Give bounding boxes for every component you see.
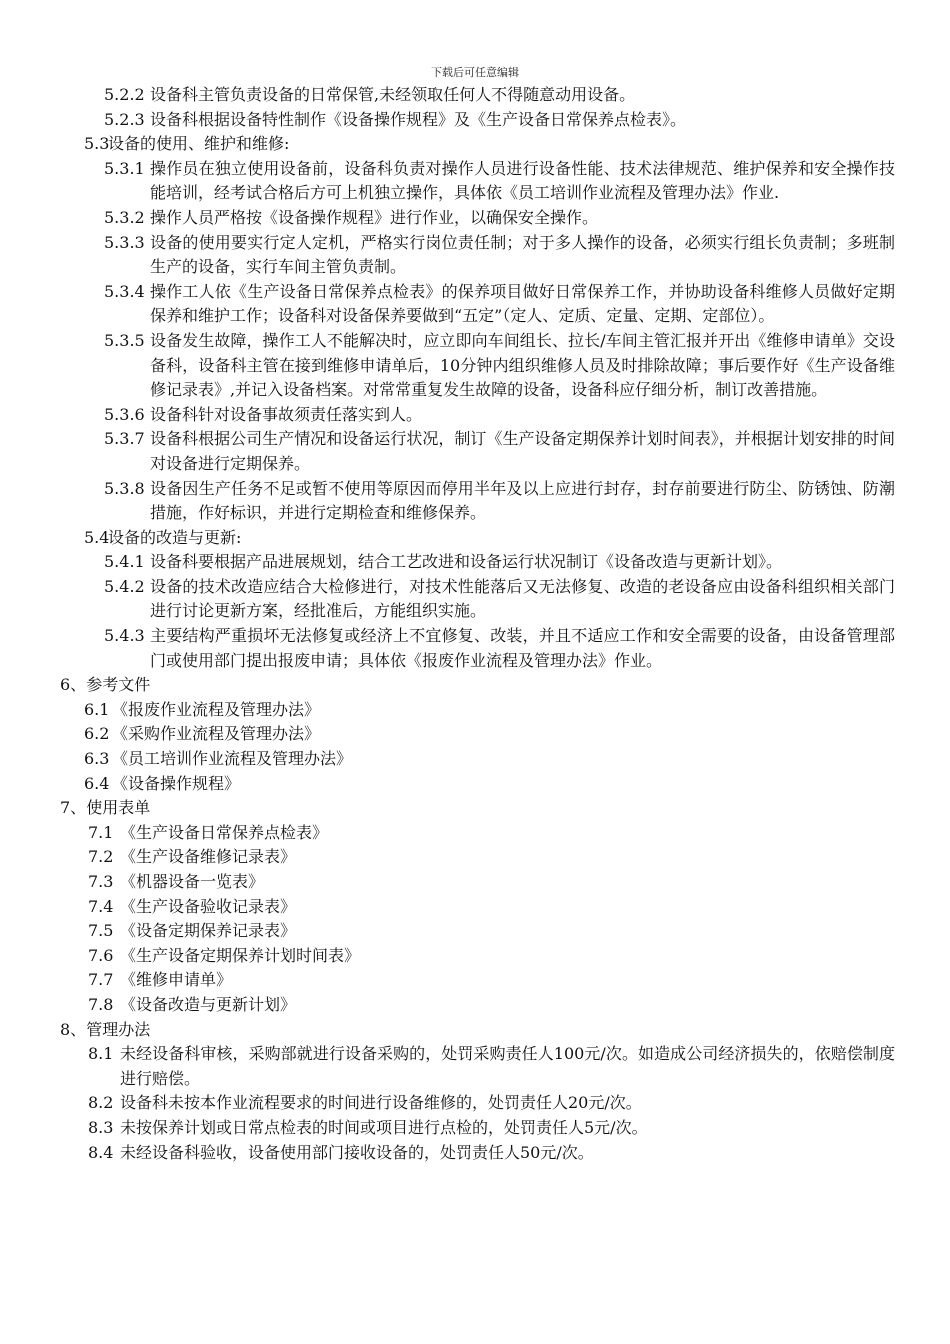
clause-6-3 <box>60 747 895 772</box>
clause-text: 设备发生故障，操作工人不能解决时，应立即向车间组长、拉长/车间主管汇报并开出《维修申请单》交设备科，设备科主管在接到维修申请单后，10分钟内组织维修人员及时排除故障；事后要作好《生产设备维修记录表》,并记入设备档案。对常常重复发生故障的设备，设备科应仔细分析，制订改善措施。 <box>150 330 895 400</box>
clause-7-1 <box>60 821 895 846</box>
clause-text: 设备科针对设备事故须责任落实到人。 <box>150 404 423 424</box>
clause-5-3-4 <box>60 280 895 329</box>
clause-number: 6、 <box>60 675 87 695</box>
document-body <box>60 83 895 1165</box>
clause-8-1 <box>60 1042 895 1091</box>
clause-5-3-6 <box>60 403 895 428</box>
clause-number: 5.3.3 <box>104 232 145 252</box>
clause-text: 设备科根据设备特性制作《设备操作规程》及《生产设备日常保养点检表》。 <box>150 109 687 129</box>
clause-number: 7.7 <box>88 970 114 990</box>
clause-text: 《生产设备维修记录表》 <box>120 847 297 867</box>
clause-text: 《生产设备验收记录表》 <box>120 896 297 916</box>
clause-text: 未经设备科验收，设备使用部门接收设备的，处罚责任人50元/次。 <box>120 1142 594 1162</box>
clause-number: 5.3.2 <box>104 207 145 227</box>
clause-number: 8.4 <box>88 1142 114 1162</box>
clause-7-8 <box>60 993 895 1018</box>
clause-number: 8、 <box>60 1019 87 1039</box>
clause-text: 《生产设备日常保养点检表》 <box>120 822 329 842</box>
clause-text: 操作人员严格按《设备操作规程》进行作业，以确保安全操作。 <box>150 207 599 227</box>
clause-text: 设备的改造与更新: <box>108 527 242 547</box>
clause-7-5 <box>60 919 895 944</box>
clause-6-1 <box>60 698 895 723</box>
clause-number: 7.5 <box>88 921 114 941</box>
clause-8-2 <box>60 1091 895 1116</box>
clause-text: 设备科根据公司生产情况和设备运行状况，制订《生产设备定期保养计划时间表》，并根据计划安排的时间对设备进行定期保养。 <box>150 429 895 473</box>
clause-text: 操作工人依《生产设备日常保养点检表》的保养项目做好日常保养工作，并协助设备科维修人员做好定期保养和维护工作；设备科对设备保养要做到“五定”（定人、定质、定量、定期、定部位）。 <box>150 281 895 326</box>
clause-text: 未经设备科审核，采购部就进行设备采购的，处罚采购责任人100元/次。如造成公司经济损失的，依赔偿制度进行赔偿。 <box>120 1044 895 1088</box>
clause-5-3-1 <box>60 157 895 206</box>
clause-number: 7.2 <box>88 847 114 867</box>
clause-number: 5.3 <box>84 134 110 154</box>
clause-text: 《维修申请单》 <box>120 970 233 990</box>
clause-7-7 <box>60 968 895 993</box>
clause-8 <box>60 1018 895 1043</box>
clause-text: 操作员在独立使用设备前，设备科负责对操作人员进行设备性能、技术法律规范、维护保养和安全操作技能培训，经考试合格后方可上机独立操作，具体依《员工培训作业流程及管理办法》作业. <box>150 158 895 203</box>
clause-5-3-8 <box>60 477 895 526</box>
clause-7-6 <box>60 944 895 969</box>
clause-number: 5.4.2 <box>104 576 145 596</box>
clause-text: 《报废作业流程及管理办法》 <box>112 699 321 719</box>
clause-text: 设备的使用、维护和维修: <box>108 134 290 154</box>
clause-7 <box>60 796 895 821</box>
clause-text: 设备科未按本作业流程要求的时间进行设备维修的，处罚责任人20元/次。 <box>120 1093 642 1113</box>
clause-7-4 <box>60 895 895 920</box>
clause-number: 5.3.8 <box>104 478 145 498</box>
clause-6 <box>60 673 895 698</box>
clause-text: 参考文件 <box>86 675 151 695</box>
clause-number: 7、 <box>60 798 87 818</box>
clause-text: 《设备改造与更新计划》 <box>120 994 297 1014</box>
clause-number: 5.3.7 <box>104 429 145 449</box>
clause-text: 设备科要根据产品进展规划，结合工艺改进和设备运行状况制订《设备改造与更新计划》。 <box>150 552 783 572</box>
clause-text: 《采购作业流程及管理办法》 <box>112 724 321 744</box>
clause-number: 7.1 <box>88 822 114 842</box>
clause-5-2-3 <box>60 108 895 133</box>
clause-number: 8.3 <box>88 1117 114 1137</box>
clause-text: 设备的技术改造应结合大检修进行，对技术性能落后又无法修复、改造的老设备应由设备科组织相关部门进行讨论更新方案，经批准后，方能组织实施。 <box>150 576 895 621</box>
clause-number: 5.3.4 <box>104 281 145 301</box>
clause-number: 5.3.6 <box>104 404 145 424</box>
clause-5-3-2 <box>60 206 895 231</box>
clause-5-4-3 <box>60 624 895 673</box>
clause-number: 7.4 <box>88 896 114 916</box>
clause-6-4 <box>60 772 895 797</box>
clause-7-2 <box>60 845 895 870</box>
clause-5-3 <box>60 132 895 157</box>
clause-text: 管理办法 <box>86 1019 151 1039</box>
clause-number: 8.2 <box>88 1093 114 1113</box>
clause-number: 6.2 <box>84 724 110 744</box>
clause-text: 主要结构严重损坏无法修复或经济上不宜修复、改装，并且不适应工作和安全需要的设备，由设备管理部门或使用部门提出报废申请；具体依《报废作业流程及管理办法》作业。 <box>150 626 895 670</box>
clause-number: 7.3 <box>88 872 114 891</box>
clause-number: 8.1 <box>88 1044 114 1064</box>
clause-5-4-1 <box>60 550 895 575</box>
clause-6-2 <box>60 722 895 747</box>
clause-text: 未按保养计划或日常点检表的时间或项目进行点检的，处罚责任人5元/次。 <box>120 1117 648 1137</box>
clause-number: 6.3 <box>84 749 110 769</box>
clause-text: 设备的使用要实行定人定机，严格实行岗位责任制；对于多人操作的设备，必须实行组长负责制；多班制生产的设备，实行车间主管负责制。 <box>150 232 895 277</box>
clause-text: 《员工培训作业流程及管理办法》 <box>112 749 353 769</box>
clause-text: 使用表单 <box>86 798 151 818</box>
clause-text: 《设备定期保养记录表》 <box>120 921 297 941</box>
page-header: 下载后可任意编辑 <box>431 66 519 79</box>
clause-number: 5.4.1 <box>104 552 145 572</box>
clause-number: 5.2.3 <box>104 109 145 129</box>
clause-5-2-2 <box>60 83 895 108</box>
clause-8-3 <box>60 1116 895 1141</box>
clause-7-3 <box>60 870 895 895</box>
clause-5-3-7 <box>60 427 895 476</box>
clause-text: 设备科主管负责设备的日常保管,未经领取任何人不得随意动用设备。 <box>150 85 636 104</box>
clause-text: 设备因生产任务不足或暂不使用等原因而停用半年及以上应进行封存，封存前要进行防尘、防锈蚀、防潮措施，作好标识，并进行定期检查和维修保养。 <box>150 478 895 523</box>
clause-number: 5.3.5 <box>104 330 145 350</box>
clause-5-3-3 <box>60 231 895 280</box>
clause-number: 5.4 <box>84 527 110 547</box>
clause-text: 《生产设备定期保养计划时间表》 <box>120 945 361 965</box>
clause-number: 5.3.1 <box>104 158 145 178</box>
clause-5-4 <box>60 526 895 551</box>
clause-number: 6.1 <box>84 699 110 719</box>
clause-number: 5.4.3 <box>104 626 145 646</box>
clause-8-4 <box>60 1141 895 1166</box>
clause-text: 《机器设备一览表》 <box>120 872 265 891</box>
clause-number: 7.8 <box>88 994 114 1014</box>
clause-5-3-5 <box>60 329 895 403</box>
clause-number: 5.2.2 <box>104 85 145 104</box>
clause-5-4-2 <box>60 575 895 624</box>
clause-number: 6.4 <box>84 773 110 793</box>
clause-text: 《设备操作规程》 <box>112 773 241 793</box>
clause-number: 7.6 <box>88 945 114 965</box>
